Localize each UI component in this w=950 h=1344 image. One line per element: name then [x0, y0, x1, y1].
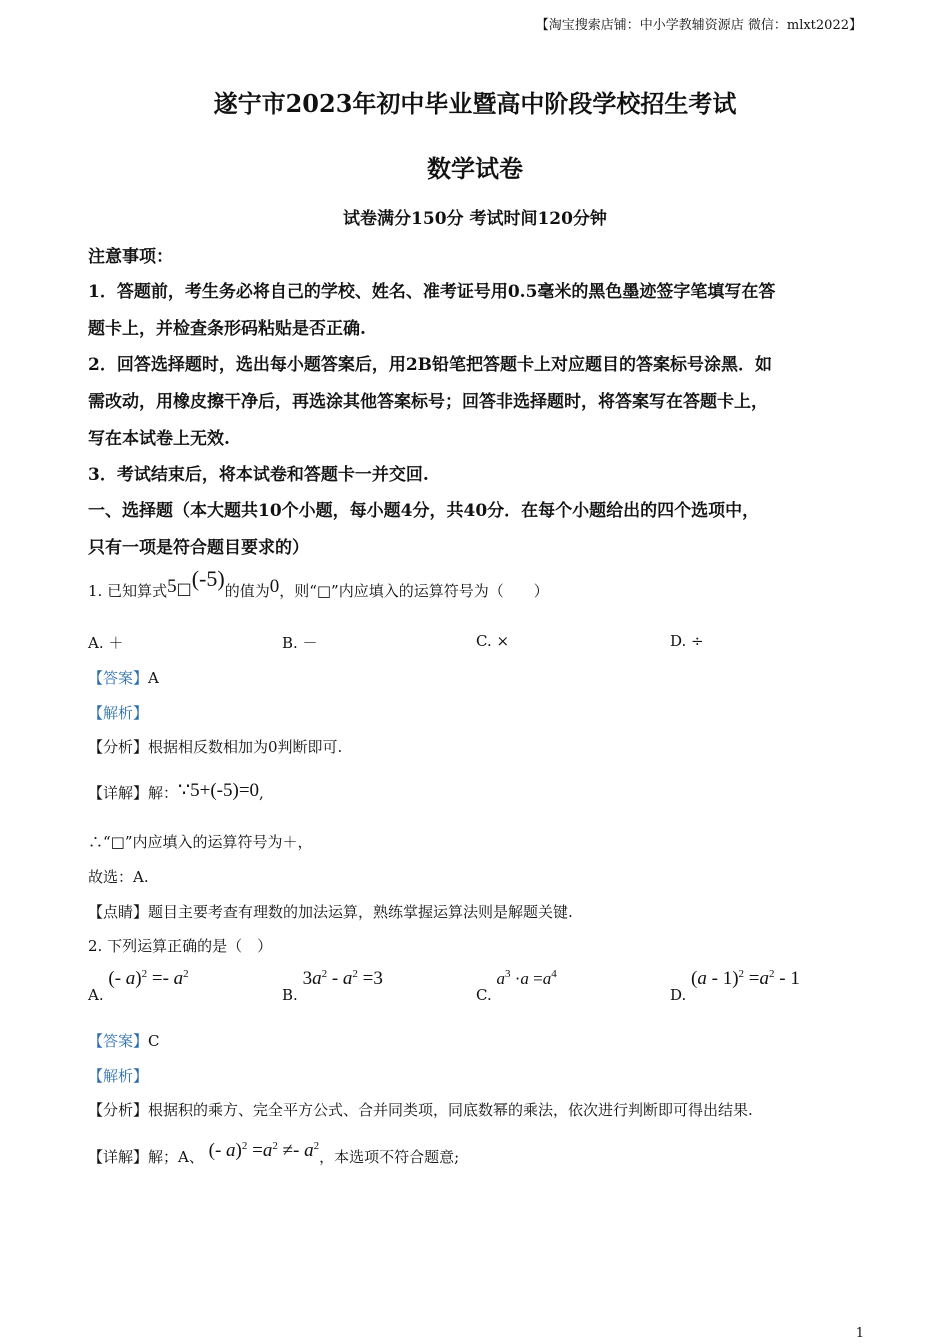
q2-fenxi	[88, 1099, 753, 1120]
q2-xiangjie-pre: 解；A、	[148, 1148, 204, 1166]
q1-answer-tag: 【答案】	[88, 669, 149, 687]
notice-heading: 注意事项：	[88, 247, 173, 267]
notice-line-1b: 题卡上，并检查条形码粘贴是否正确.	[88, 319, 366, 339]
q1-mid: 的值为	[224, 582, 270, 600]
notice-line-2c: 写在本试卷上无效.	[88, 429, 230, 449]
q2-answer-tag: 【答案】	[88, 1032, 149, 1050]
q2-analysis-tag: 【解析】	[88, 1067, 149, 1085]
q2-xiangjie-post: ，本选项不符合题意;	[319, 1148, 460, 1166]
q2-stem: 2. 下列运算正确的是（ ）	[88, 937, 273, 955]
q2-option-d	[670, 968, 800, 1004]
q2-option-b-formula: $3a^2 - a^2 =3$	[302, 968, 383, 989]
q1-prefix: 1. 已知算式	[88, 582, 168, 600]
q2-option-c	[476, 968, 557, 1004]
notice-line-3: 3．考试结束后，将本试卷和答题卡一并交回.	[88, 465, 429, 485]
q2-xiangjie-tag: 【详解】	[88, 1148, 149, 1166]
q1-xiangjie-pre: 解：	[148, 784, 179, 802]
exam-subtitle: 数学试卷	[427, 154, 523, 183]
q2-option-a	[88, 968, 189, 1004]
q1-dianjing-tag: 【点睛】	[88, 903, 149, 921]
q2-option-d-label: D.	[670, 986, 687, 1004]
exam-title: 遂宁市2023年初中毕业暨高中阶段学校招生考试	[213, 89, 737, 118]
q1-analysis-tag: 【解析】	[88, 704, 149, 722]
q2-option-b-label: B.	[282, 986, 298, 1004]
section1-line-2: 只有一项是符合题目要求的）	[88, 538, 309, 558]
q2-fenxi-text: 根据积的乘方、完全平方公式、合并同类项，同底数幂的乘法，依次进行判断即可得出结果.	[148, 1101, 753, 1119]
q2-xiangjie	[88, 1140, 460, 1166]
q1-expr-paren: (-5)	[191, 566, 225, 591]
q2-option-a-label: A.	[88, 986, 104, 1004]
q1-fenxi-tag: 【分析】	[88, 738, 149, 756]
notice-line-1: 1．答题前，考生务必将自己的学校、姓名、准考证号用0.5毫米的黑色墨迹签字笔填写在答	[88, 282, 776, 302]
exam-info: 试卷满分150分 考试时间120分钟	[343, 209, 607, 229]
q2-fenxi-tag: 【分析】	[88, 1101, 149, 1119]
notice-line-2b: 需改动，用橡皮擦干净后，再选涂其他答案标号；回答非选择题时，将答案写在答题卡上，	[88, 392, 768, 412]
q1-option-b: B. －	[282, 634, 318, 652]
q2-answer	[88, 1030, 160, 1051]
q1-xiangjie-expr: ∵5+(-5)=0	[178, 780, 260, 801]
q1-suffix: ，则“□”内应填入的运算符号为（ ）	[279, 582, 549, 600]
q1-dianjing-text: 题目主要考查有理数的加法运算，熟练掌握运算法则是解题关键.	[148, 903, 573, 921]
q1-dianjing	[88, 901, 573, 922]
page-number: 1	[855, 1326, 864, 1341]
q2-option-c-formula: $a^3 \cdot a =a^4$	[496, 968, 557, 988]
q1-zero: 0	[269, 576, 280, 597]
q1-xiangjie	[88, 781, 264, 804]
notice-line-2: 2．回答选择题时，选出每小题答案后，用2B铅笔把答题卡上对应题目的答案标号涂黑．如	[88, 355, 773, 375]
q2-option-c-label: C.	[476, 986, 492, 1004]
q1-expr-num: 5	[167, 576, 177, 597]
q1-choose: 故选：A.	[88, 868, 149, 886]
q1-expr-box: □	[176, 579, 192, 598]
q2-option-a-formula: (- $a)^2 =- a^2$	[108, 968, 189, 989]
q1-option-c: C. ×	[476, 632, 510, 650]
q1-fenxi	[88, 736, 342, 757]
q1-stem	[88, 566, 549, 602]
q2-option-d-formula: $(a - 1)^2 =a^2 - 1$	[691, 968, 800, 989]
q1-xiangjie-post: ,	[259, 784, 264, 802]
q1-answer-value: A	[148, 669, 159, 687]
q2-xiangjie-formula: (- $a)^2 =a^2 \ne- a^2$	[208, 1140, 320, 1161]
q1-therefore: ∴“□”内应填入的运算符号为＋，	[88, 833, 313, 851]
section1-line-1: 一、选择题（本大题共10个小题，每小题4分，共40分．在每个小题给出的四个选项中，	[88, 501, 760, 521]
q1-option-d: D. ÷	[670, 632, 704, 650]
q2-answer-value: C	[148, 1032, 160, 1050]
q2-option-b	[282, 968, 383, 1004]
q1-fenxi-text: 根据相反数相加为0判断即可.	[148, 738, 343, 756]
q1-answer	[88, 667, 159, 688]
q1-option-a: A. ＋	[88, 634, 124, 652]
header-note: 【淘宝搜索店铺：中小学教辅资源店 微信：mlxt2022】	[535, 18, 862, 33]
q1-xiangjie-tag: 【详解】	[88, 784, 149, 802]
